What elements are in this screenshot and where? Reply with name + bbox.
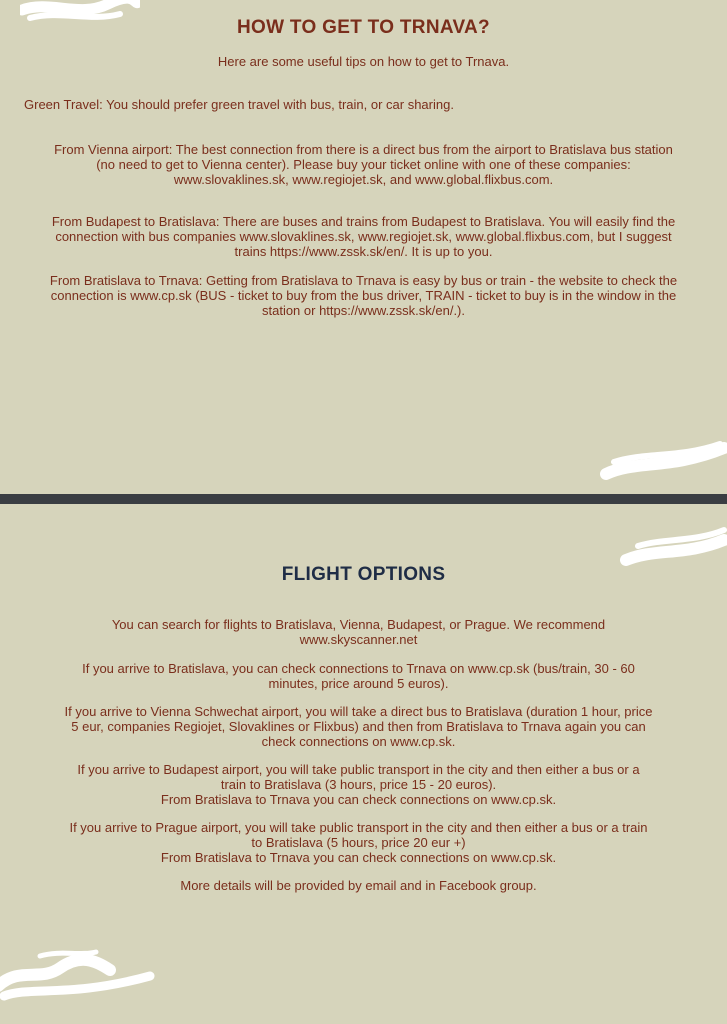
paragraph-line: From Bratislava to Trnava: Getting from Bratislava to Trnava is easy by bus or train - the website to check the: [49, 273, 678, 288]
paragraph-line: From Vienna airport: The best connection from there is a direct bus from the airport to Bratislava bus station: [54, 142, 673, 157]
page-separator: [0, 494, 727, 504]
paragraph-line: check connections on www.cp.sk.: [261, 734, 456, 749]
paragraph-line: From Bratislava to Trnava you can check connections on www.cp.sk.: [160, 850, 557, 865]
paragraph-line: From Bratislava to Trnava you can check connections on www.cp.sk.: [160, 792, 557, 807]
paragraph-line: to Bratislava (5 hours, price 20 eur +): [251, 835, 466, 850]
paragraph-line: www.slovaklines.sk, www.regiojet.sk, and www.global.flixbus.com.: [173, 172, 554, 187]
page-one: [0, 0, 727, 494]
paragraph-line: 5 eur, companies Regiojet, Slovaklines or Flixbus) and then from Bratislava to Trnava again you can: [71, 719, 646, 734]
page-two: [0, 504, 727, 1024]
paragraph-line: From Budapest to Bratislava: There are buses and trains from Budapest to Bratislava. You will easily find the: [51, 214, 676, 229]
details-text: More details will be provided by email and in Facebook group.: [180, 878, 537, 893]
paragraph-line: trains https://www.zssk.sk/en/. It is up to you.: [234, 244, 493, 259]
section-title: FLIGHT OPTIONS: [281, 564, 446, 585]
paragraph-line: If you arrive to Vienna Schwechat airport, you will take a direct bus to Bratislava (duration 1 hour, price: [64, 704, 653, 719]
paragraph-line: connection is www.cp.sk (BUS - ticket to buy from the bus driver, TRAIN - ticket to buy is in the window in the: [50, 288, 677, 303]
paragraph-line: If you arrive to Budapest airport, you will take public transport in the city and then either a bus or a: [77, 762, 640, 777]
paragraph-line: minutes, price around 5 euros).: [268, 676, 449, 691]
paragraph-line: connection with bus companies www.slovaklines.sk, www.regiojet.sk, www.global.flixbus.com, but I suggest: [55, 229, 672, 244]
paragraph-line: If you arrive to Prague airport, you will take public transport in the city and then either a bus or a train: [69, 820, 648, 835]
paragraph-line: You can search for flights to Bratislava, Vienna, Budapest, or Prague. We recommend: [111, 617, 606, 632]
intro-text: Here are some useful tips on how to get to Trnava.: [217, 54, 510, 69]
paragraph-line: If you arrive to Bratislava, you can check connections to Trnava on www.cp.sk (bus/train, 30 - 60: [82, 661, 635, 676]
paragraph-line: station or https://www.zssk.sk/en/.).: [261, 303, 465, 318]
paragraph-line: (no need to get to Vienna center). Please buy your ticket online with one of these companies:: [96, 157, 631, 172]
brush-stroke-bottom-right: [600, 440, 727, 484]
paragraph-line: train to Bratislava (3 hours, price 15 - 20 euros).: [220, 777, 497, 792]
paragraph-line: www.skyscanner.net: [299, 632, 418, 647]
page-title: HOW TO GET TO TRNAVA?: [237, 17, 490, 38]
green-travel-text: Green Travel: You should prefer green travel with bus, train, or car sharing.: [24, 97, 454, 112]
brush-stroke-bottom-left: [0, 946, 160, 1002]
